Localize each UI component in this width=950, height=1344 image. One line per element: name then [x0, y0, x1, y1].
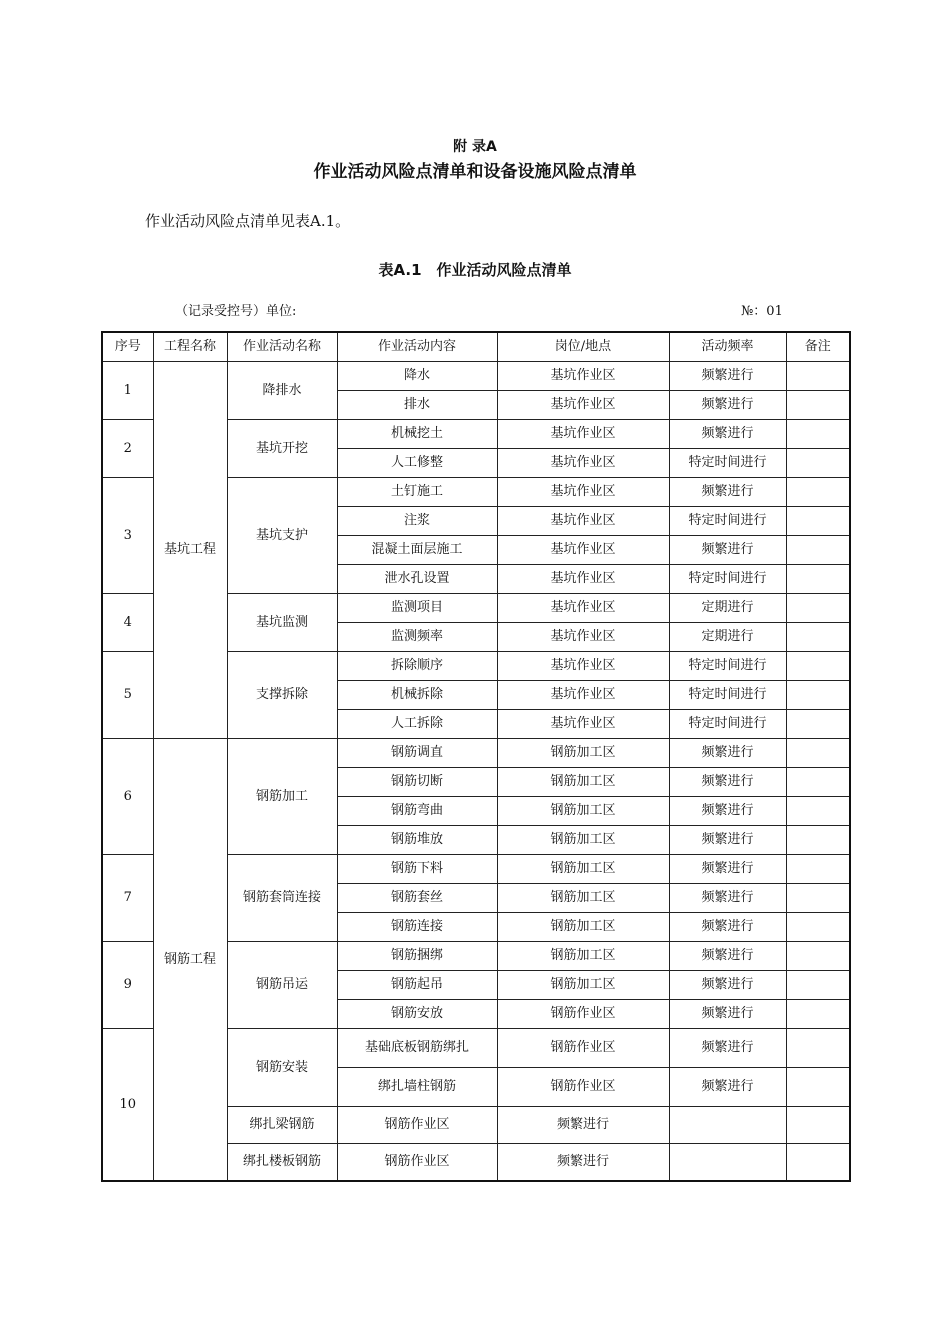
remark-cell [786, 507, 850, 536]
remark-cell [786, 884, 850, 913]
location-cell: 钢筋加工区 [497, 884, 669, 913]
location-cell: 基坑作业区 [497, 420, 669, 449]
remark-cell [786, 420, 850, 449]
frequency-cell: 频繁进行 [669, 913, 786, 942]
header-cell: 岗位/地点 [497, 332, 669, 362]
location-cell: 频繁进行 [497, 1107, 669, 1144]
remark-cell [786, 681, 850, 710]
frequency-cell: 频繁进行 [669, 420, 786, 449]
location-cell: 基坑作业区 [497, 652, 669, 681]
remark-cell [786, 594, 850, 623]
location-cell: 频繁进行 [497, 1144, 669, 1182]
content-cell: 机械拆除 [337, 681, 497, 710]
frequency-cell: 特定时间进行 [669, 710, 786, 739]
frequency-cell: 特定时间进行 [669, 652, 786, 681]
remark-cell [786, 1068, 850, 1107]
content-cell: 机械挖土 [337, 420, 497, 449]
frequency-cell: 频繁进行 [669, 884, 786, 913]
activity-name-cell: 绑扎梁钢筋 [227, 1107, 337, 1144]
remark-cell [786, 768, 850, 797]
location-cell: 钢筋加工区 [497, 768, 669, 797]
project-cell: 钢筋工程 [153, 739, 227, 1182]
frequency-cell: 频繁进行 [669, 971, 786, 1000]
location-cell: 钢筋作业区 [497, 1029, 669, 1068]
project-cell: 基坑工程 [153, 362, 227, 739]
remark-cell [786, 478, 850, 507]
frequency-cell: 频繁进行 [669, 855, 786, 884]
location-cell: 钢筋加工区 [497, 739, 669, 768]
location-cell: 基坑作业区 [497, 710, 669, 739]
remark-cell [786, 391, 850, 420]
content-cell: 泄水孔设置 [337, 565, 497, 594]
content-cell: 绑扎墙柱钢筋 [337, 1068, 497, 1107]
table-row [102, 362, 850, 391]
seq-cell: 2 [102, 420, 153, 478]
content-cell: 混凝土面层施工 [337, 536, 497, 565]
seq-cell: 1 [102, 362, 153, 420]
frequency-cell: 频繁进行 [669, 768, 786, 797]
header-cell: 备注 [786, 332, 850, 362]
frequency-cell: 特定时间进行 [669, 449, 786, 478]
content-cell: 钢筋捆绑 [337, 942, 497, 971]
content-cell: 钢筋弯曲 [337, 797, 497, 826]
remark-cell [786, 797, 850, 826]
header-cell: 作业活动名称 [227, 332, 337, 362]
location-cell: 基坑作业区 [497, 478, 669, 507]
content-cell: 土钉施工 [337, 478, 497, 507]
remark-cell [786, 1000, 850, 1029]
location-cell: 钢筋加工区 [497, 913, 669, 942]
location-cell: 钢筋加工区 [497, 797, 669, 826]
frequency-cell: 频繁进行 [669, 826, 786, 855]
activity-name-cell: 绑扎楼板钢筋 [227, 1144, 337, 1182]
activity-name-cell: 基坑开挖 [227, 420, 337, 478]
frequency-cell: 定期进行 [669, 594, 786, 623]
seq-cell: 10 [102, 1029, 153, 1182]
record-label: （记录受控号）单位: [175, 304, 297, 319]
table-row [102, 739, 850, 768]
frequency-cell: 频繁进行 [669, 797, 786, 826]
frequency-cell: 频繁进行 [669, 942, 786, 971]
remark-cell [786, 942, 850, 971]
risk-point-table [101, 331, 851, 1182]
activity-name-cell: 钢筋吊运 [227, 942, 337, 1029]
remark-cell [786, 739, 850, 768]
activity-name-cell: 基坑监测 [227, 594, 337, 652]
location-cell: 钢筋作业区 [497, 1068, 669, 1107]
content-cell: 监测项目 [337, 594, 497, 623]
content-cell: 拆除顺序 [337, 652, 497, 681]
table-caption: 表A.1 作业活动风险点清单 [378, 261, 572, 279]
location-cell: 基坑作业区 [497, 449, 669, 478]
location-cell: 基坑作业区 [497, 681, 669, 710]
frequency-cell [669, 1144, 786, 1182]
activity-name-cell: 钢筋加工 [227, 739, 337, 855]
remark-cell [786, 652, 850, 681]
location-cell: 钢筋加工区 [497, 942, 669, 971]
content-cell: 人工拆除 [337, 710, 497, 739]
remark-cell [786, 449, 850, 478]
location-cell: 基坑作业区 [497, 391, 669, 420]
intro-text: 作业活动风险点清单见表A.1。 [145, 212, 351, 230]
seq-cell: 7 [102, 855, 153, 942]
content-cell: 钢筋起吊 [337, 971, 497, 1000]
frequency-cell: 频繁进行 [669, 478, 786, 507]
content-cell: 基础底板钢筋绑扎 [337, 1029, 497, 1068]
location-cell: 钢筋加工区 [497, 826, 669, 855]
content-cell: 钢筋套丝 [337, 884, 497, 913]
frequency-cell: 频繁进行 [669, 1000, 786, 1029]
activity-name-cell: 钢筋套筒连接 [227, 855, 337, 942]
content-cell: 注浆 [337, 507, 497, 536]
frequency-cell [669, 1107, 786, 1144]
frequency-cell: 特定时间进行 [669, 565, 786, 594]
content-cell: 人工修整 [337, 449, 497, 478]
activity-name-cell: 降排水 [227, 362, 337, 420]
seq-cell: 3 [102, 478, 153, 594]
seq-cell: 6 [102, 739, 153, 855]
content-cell: 钢筋作业区 [337, 1144, 497, 1182]
header-cell: 工程名称 [153, 332, 227, 362]
header-cell: 作业活动内容 [337, 332, 497, 362]
header-row [102, 332, 850, 362]
frequency-cell: 频繁进行 [669, 1029, 786, 1068]
remark-cell [786, 536, 850, 565]
frequency-cell: 特定时间进行 [669, 681, 786, 710]
frequency-cell: 频繁进行 [669, 362, 786, 391]
content-cell: 钢筋作业区 [337, 1107, 497, 1144]
remark-cell [786, 826, 850, 855]
location-cell: 钢筋加工区 [497, 855, 669, 884]
seq-cell: 4 [102, 594, 153, 652]
content-cell: 钢筋安放 [337, 1000, 497, 1029]
remark-cell [786, 1107, 850, 1144]
remark-cell [786, 913, 850, 942]
header-cell: 活动频率 [669, 332, 786, 362]
seq-cell: 9 [102, 942, 153, 1029]
location-cell: 基坑作业区 [497, 594, 669, 623]
remark-cell [786, 565, 850, 594]
remark-cell [786, 362, 850, 391]
frequency-cell: 频繁进行 [669, 1068, 786, 1107]
location-cell: 基坑作业区 [497, 565, 669, 594]
location-cell: 基坑作业区 [497, 536, 669, 565]
frequency-cell: 频繁进行 [669, 391, 786, 420]
seq-cell: 5 [102, 652, 153, 739]
content-cell: 钢筋切断 [337, 768, 497, 797]
content-cell: 排水 [337, 391, 497, 420]
frequency-cell: 频繁进行 [669, 739, 786, 768]
header-cell: 序号 [102, 332, 153, 362]
location-cell: 基坑作业区 [497, 362, 669, 391]
location-cell: 钢筋加工区 [497, 971, 669, 1000]
frequency-cell: 定期进行 [669, 623, 786, 652]
remark-cell [786, 710, 850, 739]
remark-cell [786, 623, 850, 652]
activity-name-cell: 钢筋安装 [227, 1029, 337, 1107]
frequency-cell: 频繁进行 [669, 536, 786, 565]
content-cell: 钢筋下料 [337, 855, 497, 884]
remark-cell [786, 1029, 850, 1068]
appendix-label: 附 录A [453, 139, 497, 155]
location-cell: 基坑作业区 [497, 507, 669, 536]
content-cell: 降水 [337, 362, 497, 391]
content-cell: 钢筋堆放 [337, 826, 497, 855]
frequency-cell: 特定时间进行 [669, 507, 786, 536]
remark-cell [786, 1144, 850, 1182]
content-cell: 钢筋连接 [337, 913, 497, 942]
remark-cell [786, 855, 850, 884]
remark-cell [786, 971, 850, 1000]
activity-name-cell: 支撑拆除 [227, 652, 337, 739]
location-cell: 基坑作业区 [497, 623, 669, 652]
content-cell: 钢筋调直 [337, 739, 497, 768]
location-cell: 钢筋作业区 [497, 1000, 669, 1029]
content-cell: 监测频率 [337, 623, 497, 652]
activity-name-cell: 基坑支护 [227, 478, 337, 594]
record-number: №：01 [741, 304, 783, 319]
document-title: 作业活动风险点清单和设备设施风险点清单 [313, 162, 637, 182]
